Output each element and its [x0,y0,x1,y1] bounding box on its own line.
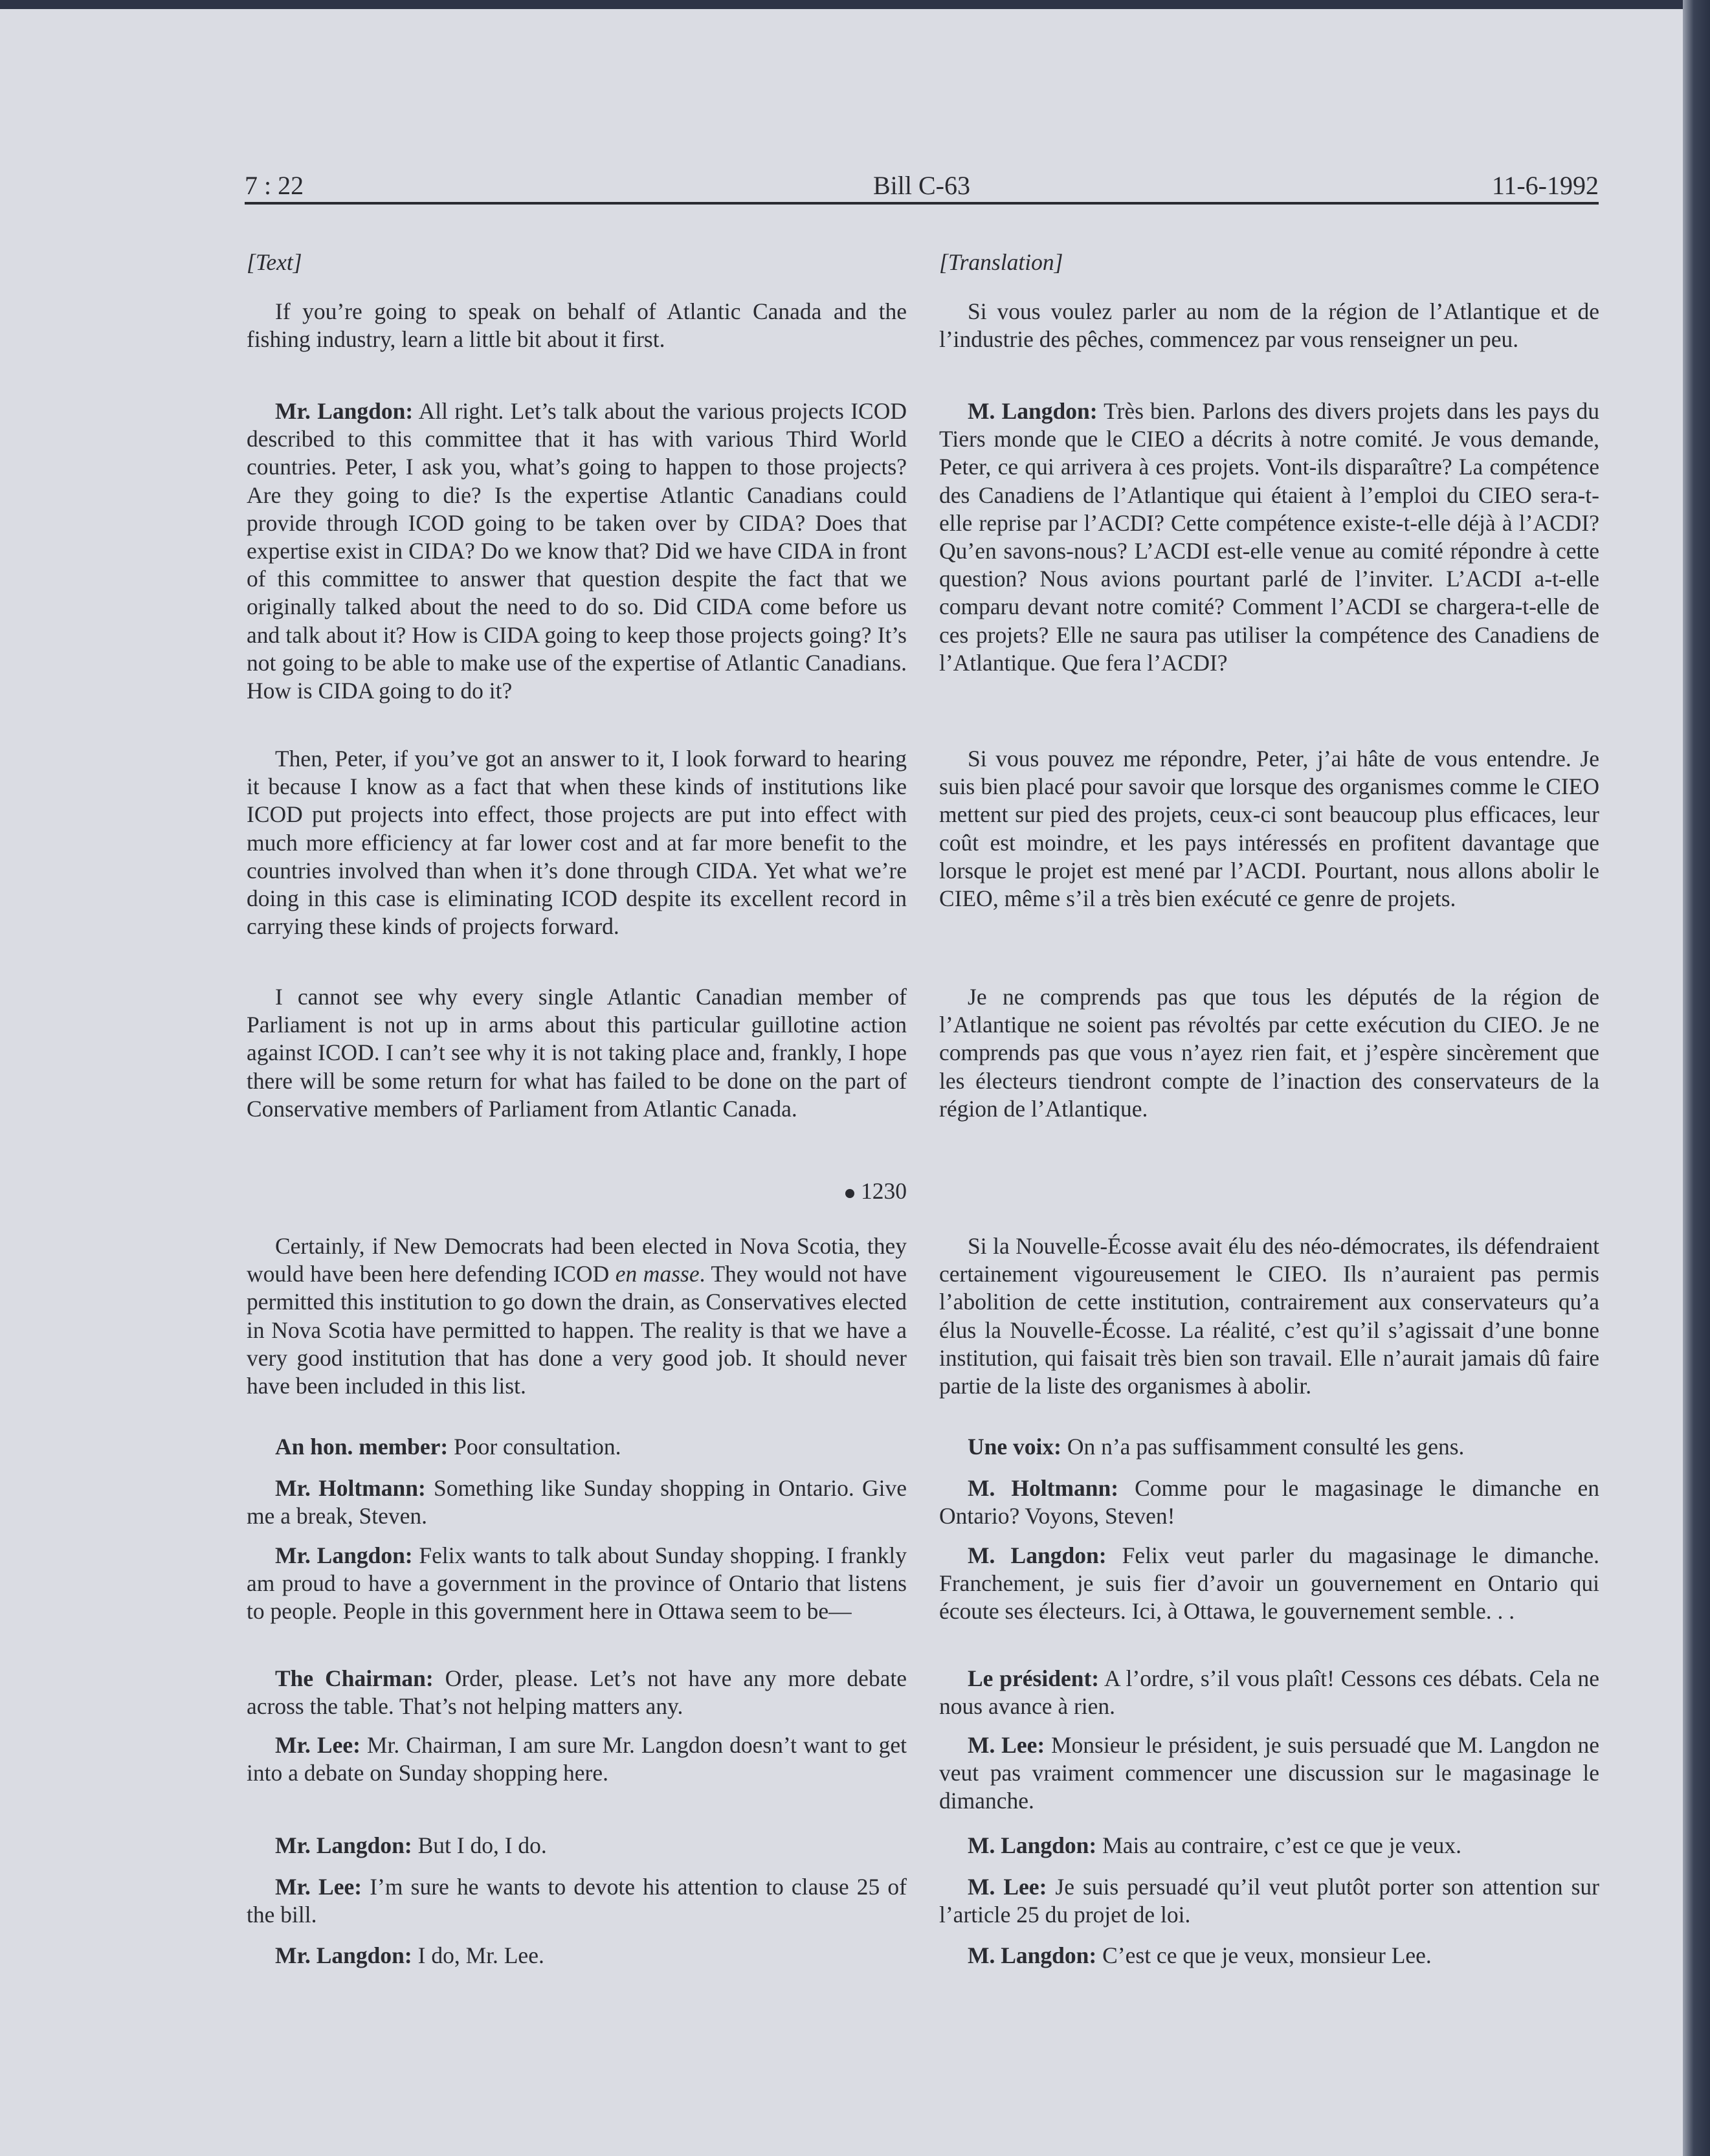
speaker-name: Mr. Lee: [275,1874,362,1900]
column-heading-text: [Text] [247,249,302,275]
paragraph [939,1942,1599,1970]
speaker-name: M. Langdon: [968,1942,1097,1968]
paragraph-text: Certainly, if New Democrats had been elected in Nova Scotia, they would have been here defending ICOD [247,1233,907,1287]
paragraph [939,298,1599,353]
time-marker-text: 1230 [861,1178,907,1204]
paragraph [247,1474,907,1530]
column-heading-label: Translation [948,249,1054,275]
speaker-name: Mr. Langdon: [275,1542,413,1568]
paragraph-text: Si la Nouvelle-Écosse avait élu des néo-démocrates, ils défendraient certainement vigoureusement le CIEO. Ils n’auraient pas permis l’abolition de cette institution, contrairement aux conservateurs qu’a élus la Nouvelle-Écosse. La réalité, c’est qu’il s’agissait d’une bonne institution, qui faisait très bien son travail. Elle n’aurait jamais dû faire partie de la liste des organismes à abolir. [939,1233,1599,1399]
paragraph [939,1665,1599,1720]
paragraph [247,983,907,1123]
speaker-name: An hon. member: [275,1434,449,1460]
paragraph-text: Felix veut parler du magasinage le dimanche. Franchement, je suis fier d’avoir un gouvernement en Ontario qui écoute ses électeurs. Ici, à Ottawa, le gouvernement semble. . . [939,1542,1599,1625]
paragraph-text: On n’a pas suffisamment consulté les gens. [1067,1434,1465,1460]
paragraph-text: I do, Mr. Lee. [417,1942,544,1968]
paragraph-text: Then, Peter, if you’ve got an answer to it, I look forward to hearing it because I know as a fact that when these kinds of institutions like ICOD put projects into effect, those projects are put into effect with much more efficiency at far lower cost and at far more benefit to the countries involved than when it’s done through CIDA. Yet what we’re doing in this case is eliminating ICOD despite its excellent record in carrying these kinds of projects forward. [247,746,907,940]
speaker-name: M. Langdon: [968,1832,1097,1858]
paragraph [247,1731,907,1787]
paragraph [247,397,907,705]
paragraph-text: If you’re going to speak on behalf of Atlantic Canada and the fishing industry, learn a little bit about it first. [247,298,907,353]
paragraph [939,1542,1599,1626]
speaker-name: Mr. Lee: [275,1732,361,1758]
column-heading-label: Text [255,249,293,275]
paragraph-text: Something like Sunday shopping in Ontario. Give me a break, Steven. [247,1475,907,1529]
paragraph [939,745,1599,913]
speaker-name: Le président: [968,1665,1100,1691]
speaker-name: M. Lee: [968,1732,1045,1758]
paragraph [939,397,1599,677]
speaker-name: M. Langdon: [968,1542,1107,1568]
page-header [245,171,1599,201]
paragraph-text: Mr. Chairman, I am sure Mr. Langdon doesn’t want to get into a debate on Sunday shopping here. [247,1732,907,1786]
paragraph [247,298,907,353]
paragraph-text: I’m sure he wants to devote his attention to clause 25 of the bill. [247,1874,907,1928]
speaker-name: M. Lee: [968,1874,1047,1900]
paragraph-text: But I do, I do. [417,1832,547,1858]
paragraph [247,745,907,940]
paragraph [939,1731,1599,1816]
paragraph [939,1474,1599,1530]
speaker-name: Mr. Holtmann: [275,1475,426,1501]
paragraph-text: C’est ce que je veux, monsieur Lee. [1102,1942,1432,1968]
paragraph [247,1232,907,1400]
emphasis-text: en masse [615,1261,700,1287]
time-marker [247,1177,907,1205]
document-page [0,9,1683,2156]
paragraph [939,983,1599,1123]
book-binding-edge [1683,0,1710,2156]
paragraph-text: Je ne comprends pas que tous les députés de la région de l’Atlantique ne soient pas révoltés par cette exécution du CIEO. Je ne comprends pas que vous n’ayez rien fait, et j’espère sincèrement que les électeurs tiendront compte de l’inaction des conservateurs de la région de l’Atlantique. [939,984,1599,1122]
header-rule [245,202,1599,205]
paragraph [247,1832,907,1860]
paragraph-text: I cannot see why every single Atlantic Canadian member of Parliament is not up in arms about this particular guillotine action against ICOD. I can’t see why it is not taking place and, frankly, I hope there will be some return for what has failed to be done on the part of Conservative members of Parliament from Atlantic Canada. [247,984,907,1122]
paragraph-text: Order, please. Let’s not have any more debate across the table. That’s not helping matters any. [247,1665,907,1720]
paragraph-text: Felix wants to talk about Sunday shopping. I frankly am proud to have a government in the province of Ontario that listens to people. People in this government here in Ottawa seem to be— [247,1542,907,1625]
paragraph [939,1232,1599,1400]
speaker-name: M. Holtmann: [968,1475,1119,1501]
paragraph-text: Monsieur le président, je suis persuadé que M. Langdon ne veut pas vraiment commencer une discussion sur le magasinage le dimanche. [939,1732,1600,1814]
paragraph-text: Je suis persuadé qu’il veut plutôt porter son attention sur l’article 25 du projet de loi. [939,1874,1599,1928]
paragraph-text: Si vous pouvez me répondre, Peter, j’ai hâte de vous entendre. Je suis bien placé pour savoir que lorsque des organismes comme le CIEO mettent sur pied des projets, ceux-ci sont beaucoup plus efficaces, leur coût est moindre, et les pays intéressés en profitent davantage que lorsque le projet est mené par l’ACDI. Pourtant, nous allons abolir le CIEO, même s’il a très bien exécuté ce genre de projets. [939,746,1599,912]
paragraph-text: All right. Let’s talk about the various projects ICOD described to this committee that it has with various Third World countries. Peter, I ask you, what’s going to happen to those projects? Are they going to die? Is the expertise Atlantic Canadians could provide through ICOD going to be taken over by CIDA? Does that expertise exist in CIDA? Do we know that? Did we have CIDA in front of this committee to answer that question despite the fact that we originally talked about the need to do so. Did CIDA come before us and talk about it? How is CIDA going to keep those projects going? It’s not going to be able to make use of the expertise of Atlantic Canadians. How is CIDA going to do it? [247,398,907,704]
paragraph-text: A l’ordre, s’il vous plaît! Cessons ces débats. Cela ne nous avance à rien. [939,1665,1599,1720]
speaker-name: The Chairman: [275,1665,434,1691]
paragraph [247,1665,907,1720]
paragraph [247,1942,907,1970]
page-number: 7 : 22 [245,171,304,200]
speaker-name: M. Langdon: [968,398,1098,424]
header-date: 11-6-1992 [1491,171,1599,200]
speaker-name: Mr. Langdon: [275,1832,412,1858]
running-title: Bill C-63 [872,171,971,200]
paragraph [247,1433,907,1461]
paragraph-text: Comme pour le magasinage le dimanche en Ontario? Voyons, Steven! [939,1475,1600,1529]
paragraph-text: Très bien. Parlons des divers projets dans les pays du Tiers monde que le CIEO a décrits à notre comité. Je vous demande, Peter, ce qui arrivera à ces projets. Vont-ils disparaître? La compétence des Canadiens de l’Atlantique qui étaient à l’emploi du CIEO sera-t-elle reprise par l’ACDI? Cette compétence existe-t-elle déjà à l’ACDI? Qu’en savons-nous? L’ACDI est-elle venue au comité répondre à cette question? Nous avions pourtant parlé de l’inviter. L’ACDI a-t-elle comparu devant notre comité? Comment l’ACDI se chargera-t-elle de ces projets? Elle ne saura pas utiliser la compétence des Canadiens de l’Atlantique. Que fera l’ACDI? [939,398,1599,676]
paragraph-text: . They would not have permitted this institution to go down the drain, as Conservatives elected in Nova Scotia have permitted to happen. The reality is that we have a very good institution that has done a very good job. It should never have been included in this list. [247,1261,907,1399]
paragraph [247,1873,907,1929]
speaker-name: Une voix: [968,1434,1061,1460]
column-heading-translation: [Translation] [939,249,1063,275]
paragraph [247,1542,907,1626]
paragraph-text: Poor consultation. [454,1434,621,1460]
paragraph [939,1832,1599,1860]
paragraph [939,1433,1599,1461]
paragraph-text: Si vous voulez parler au nom de la région de l’Atlantique et de l’industrie des pêches, commencez par vous renseigner un peu. [939,298,1599,353]
paragraph [939,1873,1599,1929]
paragraph-text: Mais au contraire, c’est ce que je veux. [1102,1832,1462,1858]
bullet-icon [845,1189,854,1198]
speaker-name: Mr. Langdon: [275,1942,412,1968]
speaker-name: Mr. Langdon: [275,398,414,424]
